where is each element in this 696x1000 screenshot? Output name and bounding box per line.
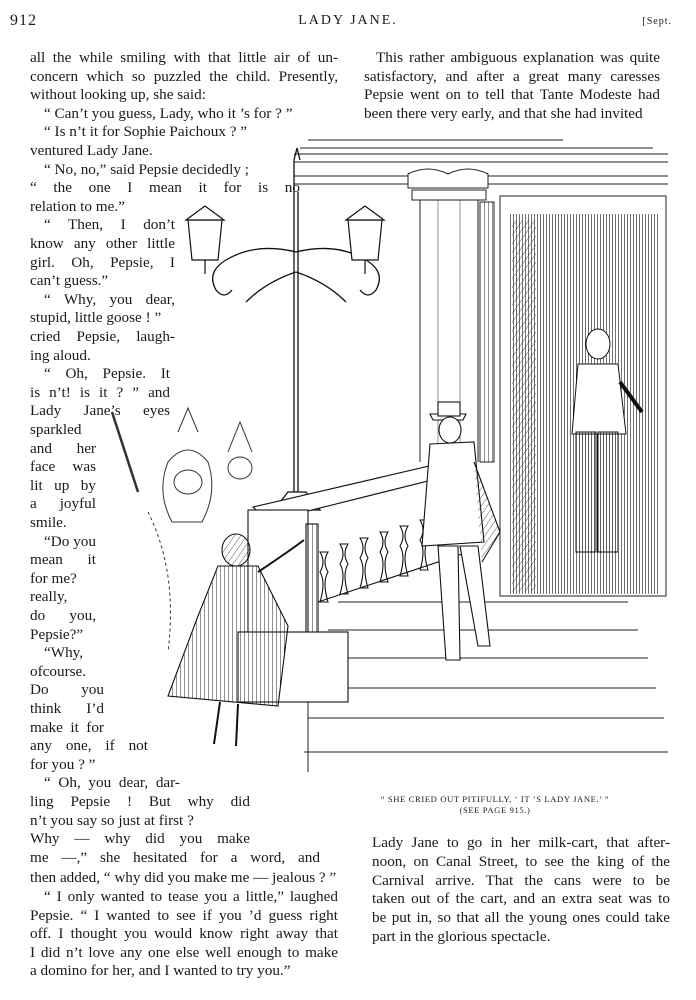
text-line: This rather ambiguous explanation was quite [376, 49, 660, 66]
text-line: a joyful [30, 495, 96, 513]
text-line: stupid, little goose ! ” [30, 309, 162, 327]
text-line: Carnival arrive. That the cans were to be [372, 871, 670, 889]
text-line: off. I thought you would know right away that [30, 925, 338, 943]
text-line: be put in, so that all the young ones could take [372, 909, 670, 927]
text-line: n’t you say so just at first ? [30, 811, 194, 829]
text-line: “Do you [44, 532, 96, 550]
text-line: know any other little [30, 235, 175, 252]
text-line: then added, “ why did you make me — jealous ? ” [30, 869, 337, 887]
text-line: really, [30, 588, 68, 606]
text-line: all the while smiling with that little air of un- [30, 49, 338, 66]
text-line: “ the one I mean it for is no [30, 179, 300, 197]
text-line: me —,” she hesitated for a word, and [30, 848, 320, 866]
text-line: a domino for her, and I wanted to try you.” [30, 962, 291, 980]
text-line: do you, [30, 607, 96, 624]
text-line: noon, on Canal Street, to see the king of the [372, 852, 670, 870]
text-line: without looking up, she said: [30, 86, 206, 104]
lantern-right [346, 206, 384, 274]
text-line: “ Is n’t it for Sophie Paichoux ? ” [44, 123, 248, 141]
text-line: been there very early, and that she had invited [364, 104, 643, 122]
text-line: Lady Jane to go in her milk-cart, that after- [372, 834, 670, 851]
text-line: is n’t! is it ? ” and [30, 383, 170, 401]
text-line: “ Can’t you guess, Lady, who it ’s for ? ” [44, 104, 293, 122]
text-line: lit up by [30, 476, 96, 494]
issue-date: [Sept. [642, 16, 672, 27]
text-line: and her [30, 439, 96, 457]
text-line: “ Oh, Pepsie. It [44, 365, 170, 383]
text-line: “ Why, you dear, [44, 290, 175, 308]
text-line: girl. Oh, Pepsie, I [30, 253, 175, 271]
text-line: ling Pepsie ! But why did [30, 793, 250, 810]
text-line: “ I only wanted to tease you a little,” laughed [44, 887, 338, 905]
lamp-post [213, 148, 380, 510]
text-line: relation to me.” [30, 197, 125, 215]
text-line: Lady Jane’s eyes [30, 402, 170, 420]
text-line: part in the glorious spectacle. [372, 928, 551, 945]
text-line: “Why, [44, 644, 84, 662]
text-line: mean it [30, 551, 96, 569]
text-line: think I’d [30, 700, 104, 717]
illustration-caption: “ SHE CRIED OUT PITIFULLY, ‘ IT ’S LADY JANE.’ ” [380, 794, 610, 804]
text-line: Pepsie went on to tell that Tante Modeste had [364, 86, 660, 104]
text-line: ofcourse. [30, 662, 87, 680]
text-line: any one, if not [30, 737, 148, 755]
text-line: concern which so puzzled the child. Presently, [30, 67, 338, 85]
lantern-left [186, 206, 224, 274]
text-line: taken out of the cart, and an extra seat was to [372, 890, 670, 908]
text-line: cried Pepsie, laugh- [30, 328, 175, 345]
text-line: satisfactory, and after a great many caresses [364, 67, 660, 85]
text-line: Do you [30, 681, 104, 699]
text-line: can’t guess.” [30, 272, 109, 290]
text-line: Pepsie. “ I wanted to see if you ’d guess right [30, 906, 338, 924]
text-line: Why — why did you make [30, 830, 250, 848]
text-line: ing aloud. [30, 346, 91, 364]
text-line: “ Oh, you dear, dar- [44, 774, 180, 792]
staircase-illustration [108, 132, 673, 794]
page-number: 912 [10, 12, 37, 29]
text-line: face was [30, 458, 96, 476]
text-line: I did n’t love any one else well enough to make [30, 943, 338, 961]
running-title: LADY JANE. [298, 13, 398, 28]
text-line: for you ? ” [30, 755, 96, 773]
text-line: smile. [30, 514, 67, 531]
text-line: “ Then, I don’t [44, 216, 175, 234]
text-line: “ No, no,” said Pepsie decidedly ; [44, 160, 249, 178]
text-line: ventured Lady Jane. [30, 142, 153, 159]
text-line: Pepsie?” [30, 625, 84, 643]
text-line: for me? [30, 569, 77, 587]
text-line: make it for [30, 718, 104, 736]
illustration-caption-reference: (SEE PAGE 915.) [459, 805, 531, 815]
text-line: sparkled [30, 421, 82, 438]
